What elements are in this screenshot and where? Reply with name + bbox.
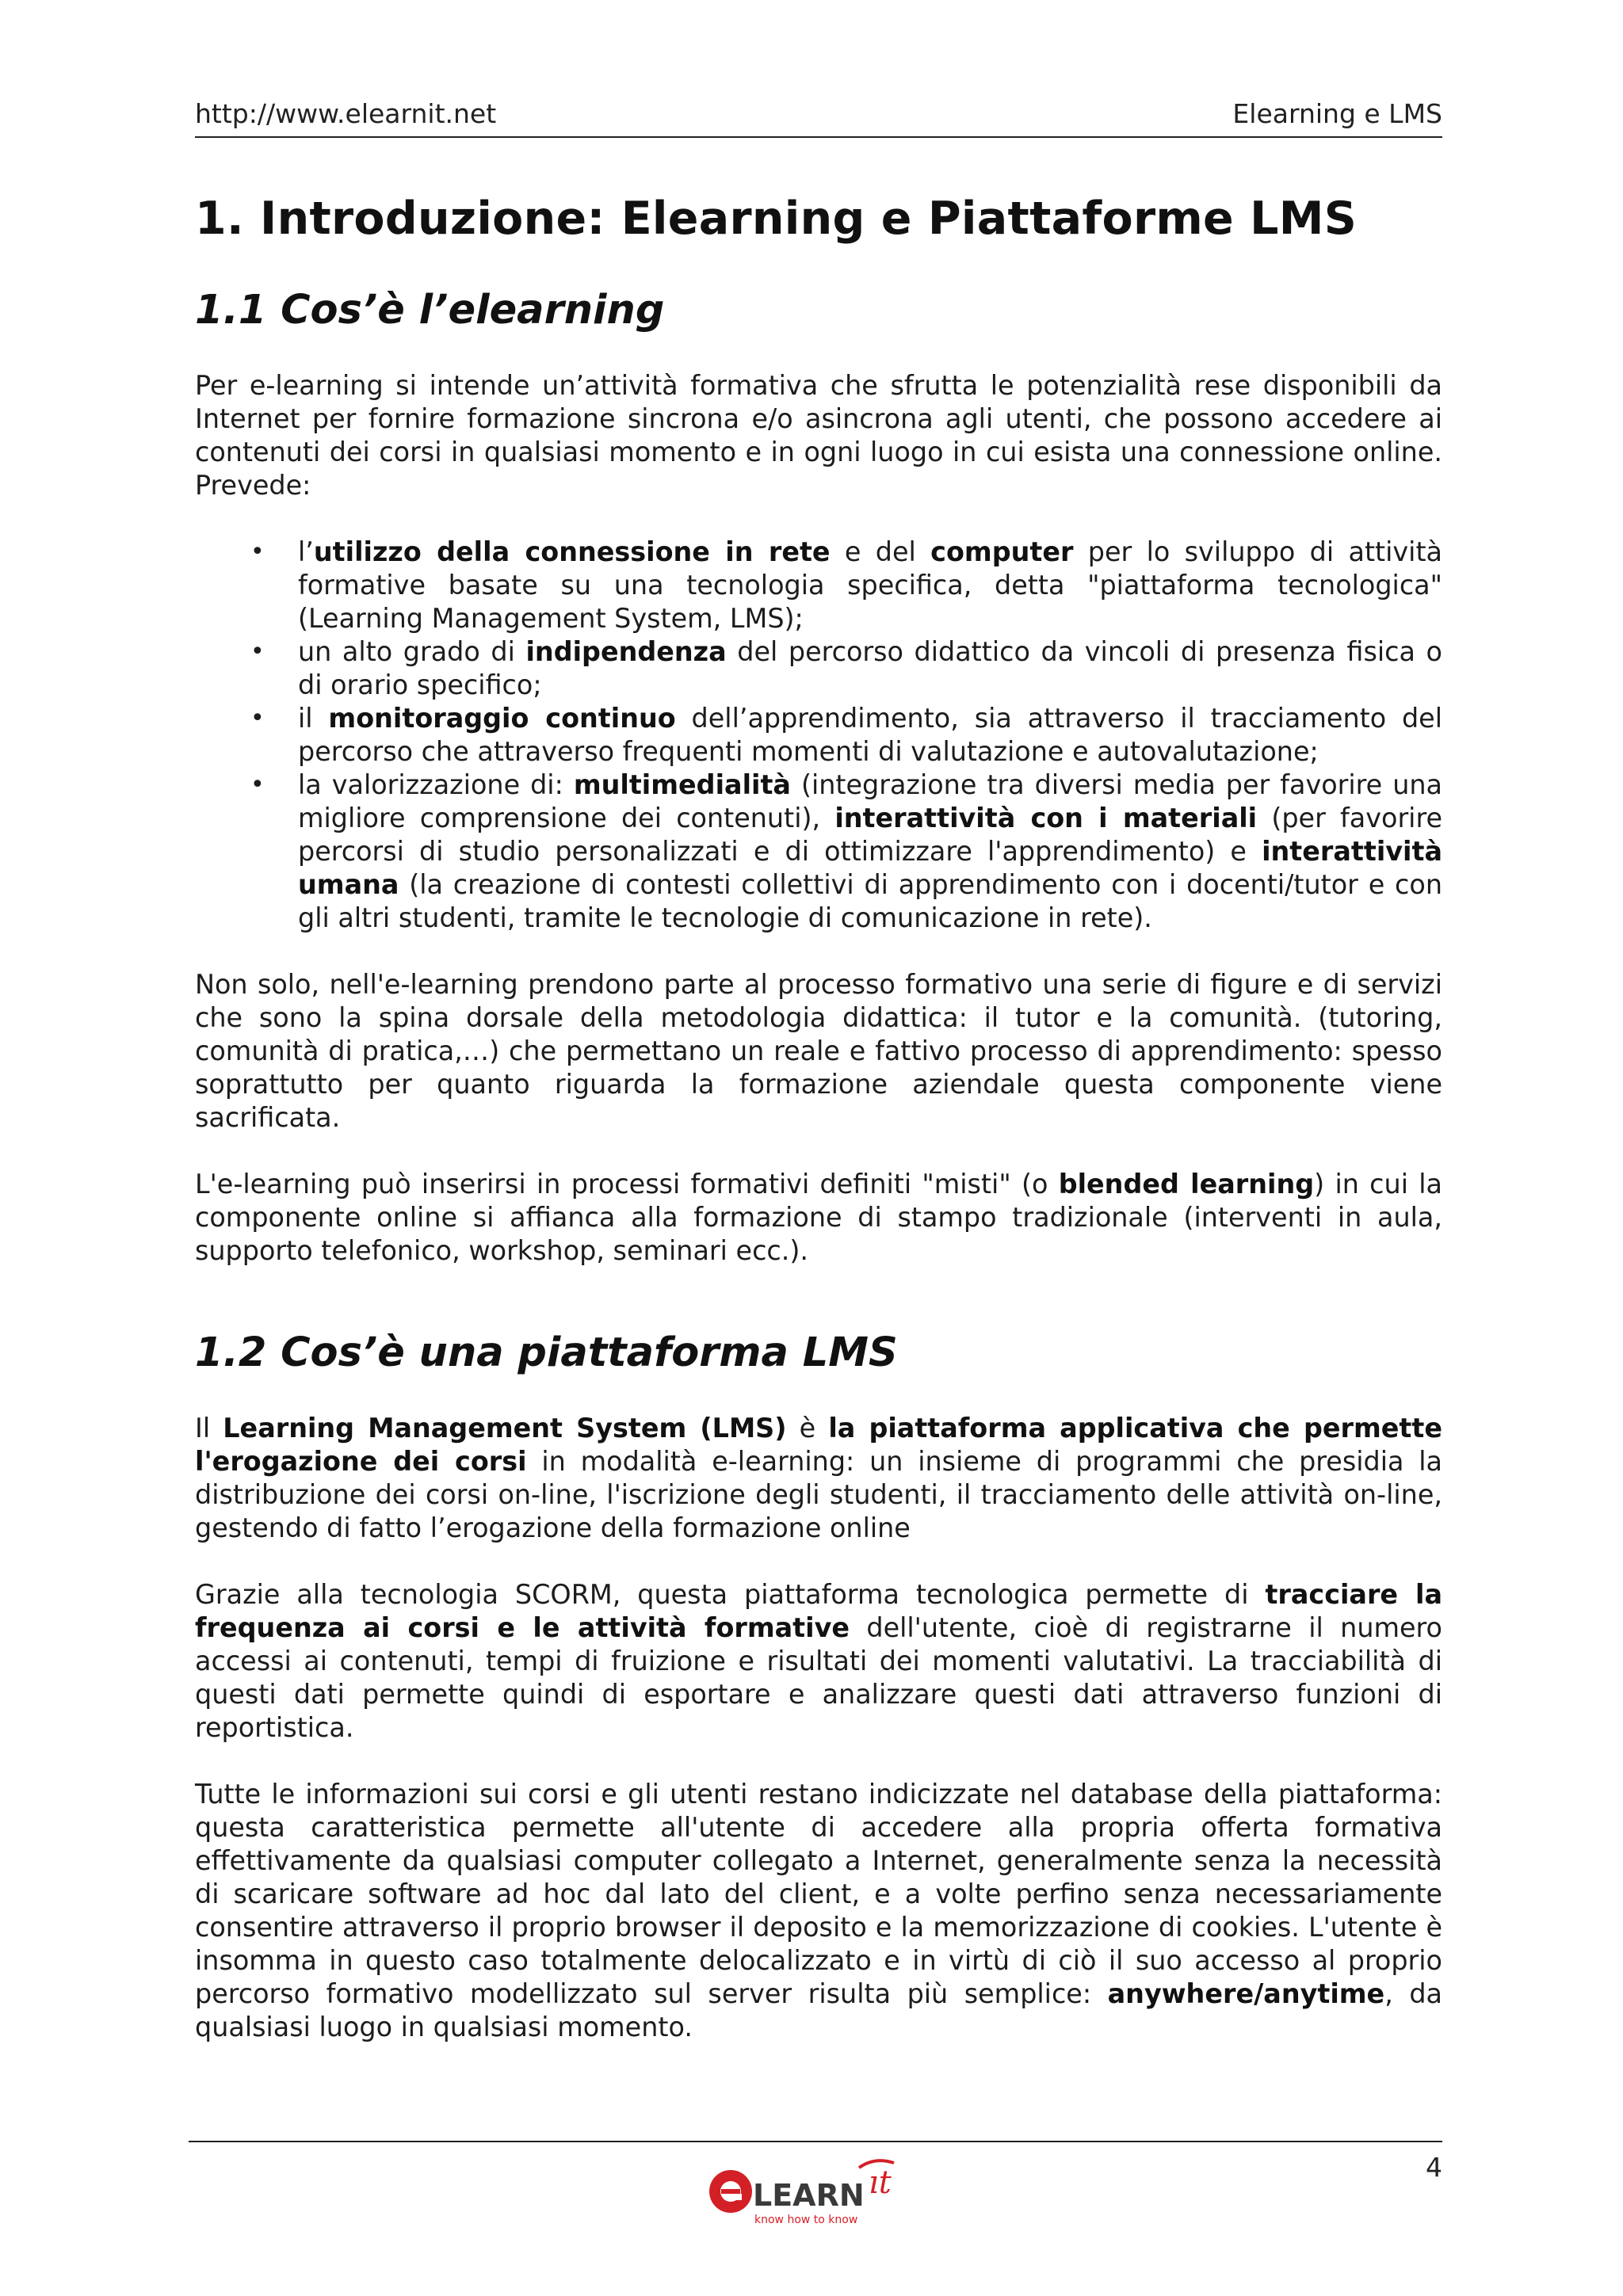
- bullet-icon: •: [250, 638, 265, 666]
- bullet-icon: •: [250, 771, 265, 799]
- page-number: 4: [1426, 2152, 1442, 2183]
- section-1-paragraph-3: L'e-learning può inserirsi in processi formativi definiti "misti" (o blended learning) in cui la componente online si affianca alla formazione di stampo tradizionale (interventi in aula, supporto telefonico, workshop, seminari ecc.).: [195, 1169, 1442, 1266]
- section-1-paragraph-2: Non solo, nell'e-learning prendono parte al processo formativo una serie di figure e di servizi che sono la spina dorsale della metodologia didattica: il tutor e la comunità. (tutoring, comunità di pratica,…) che permettano un reale e fattivo processo di apprendimento: spesso soprattutto per quanto riguarda la formazione aziendale questa componente viene sacrificata.: [195, 969, 1442, 1133]
- list-item: • un alto grado di indipendenza del percorso didattico da vincoli di presenza fisica o di orario specifico;: [250, 636, 1442, 700]
- logo-tagline: know how to know: [754, 2214, 858, 2226]
- list-item: • il monitoraggio continuo dell’apprendimento, sia attraverso il tracciamento del percorso che attraverso frequenti momenti di valutazione e autovalutazione;: [250, 703, 1442, 767]
- bullet-icon: •: [250, 538, 265, 566]
- page-header: [195, 97, 1442, 138]
- list-item: • la valorizzazione di: multimedialità (integrazione tra diversi media per favorire una migliore comprensione dei contenuti), interattività con i materiali (per favorire percorsi di studio personalizzati e di ottimizzare l'apprendimento) e interattività umana (la creazione di contesti collettivi di apprendimento con i docenti/tutor e con gli altri studenti, tramite le tecnologie di comunicazione in rete).: [250, 769, 1442, 933]
- header-title: Elearning e LMS: [1232, 98, 1442, 129]
- header-url: http://www.elearnit.net: [195, 98, 497, 129]
- section-2-paragraph-3: Tutte le informazioni sui corsi e gli utenti restano indicizzate nel database della piattaforma: questa caratteristica permette all'utente di accedere alla propria offerta formativa effettivamente da qualsiasi computer collegato a Internet, generalmente senza la necessità di scaricare software ad hoc dal lato del client, e a volte perfino senza necessariamente consentire attraverso il proprio browser il deposito e la memorizzazione di cookies. L'utente è insomma in questo caso totalmente delocalizzato e in virtù di ciò il suo accesso al proprio percorso formativo modellizzato sul server risulta più semplice: anywhere/anytime, da qualsiasi luogo in qualsiasi momento.: [195, 1779, 1442, 2042]
- section-1-title: 1.1 Cos’è l’elearning: [195, 287, 665, 334]
- section-2-paragraph-1: Il Learning Management System (LMS) è la piattaforma applicativa che permette l'erogazione dei corsi in modalità e-learning: un insieme di programmi che presidia la distribuzione dei corsi on-line, l'iscrizione degli studenti, il tracciamento delle attività on-line, gestendo di fatto l’erogazione della formazione online: [195, 1413, 1443, 1543]
- footer-divider: [189, 2141, 1442, 2142]
- logo-wordmark: LEARN: [753, 2178, 865, 2213]
- feature-list: [195, 536, 1442, 935]
- chapter-title: 1. Introduzione: Elearning e Piattaforme LMS: [195, 193, 1358, 245]
- page-content: [195, 187, 1442, 2044]
- section-2-paragraph-2: Grazie alla tecnologia SCORM, questa piattaforma tecnologica permette di tracciare la frequenza ai corsi e le attività formative dell'utente, cioè di registrarne il numero accessi ai contenuti, tempi di fruizione e risultati dei momenti valutativi. La tracciabilità di questi dati permette quindi di esportare e analizzare questi dati attraverso funzioni di reportistica.: [195, 1579, 1442, 1743]
- section-1-intro: Per e-learning si intende un’attività formativa che sfrutta le potenzialità rese disponibili da Internet per fornire formazione sincrona e/o asincrona agli utenti, che possono accedere ai contenuti dei corsi in qualsiasi momento e in ogni luogo in cui esista una connessione online. Prevede:: [195, 370, 1442, 501]
- logo-it-mark: ıt: [869, 2164, 892, 2201]
- elearnit-logo: [704, 2153, 941, 2233]
- section-2-title: 1.2 Cos’è una piattaforma LMS: [195, 1329, 898, 1376]
- bullet-icon: •: [250, 704, 265, 732]
- list-item: • l’utilizzo della connessione in rete e del computer per lo sviluppo di attività formative basate su una tecnologia specifica, detta "piattaforma tecnologica" (Learning Management System, LMS);: [250, 536, 1443, 634]
